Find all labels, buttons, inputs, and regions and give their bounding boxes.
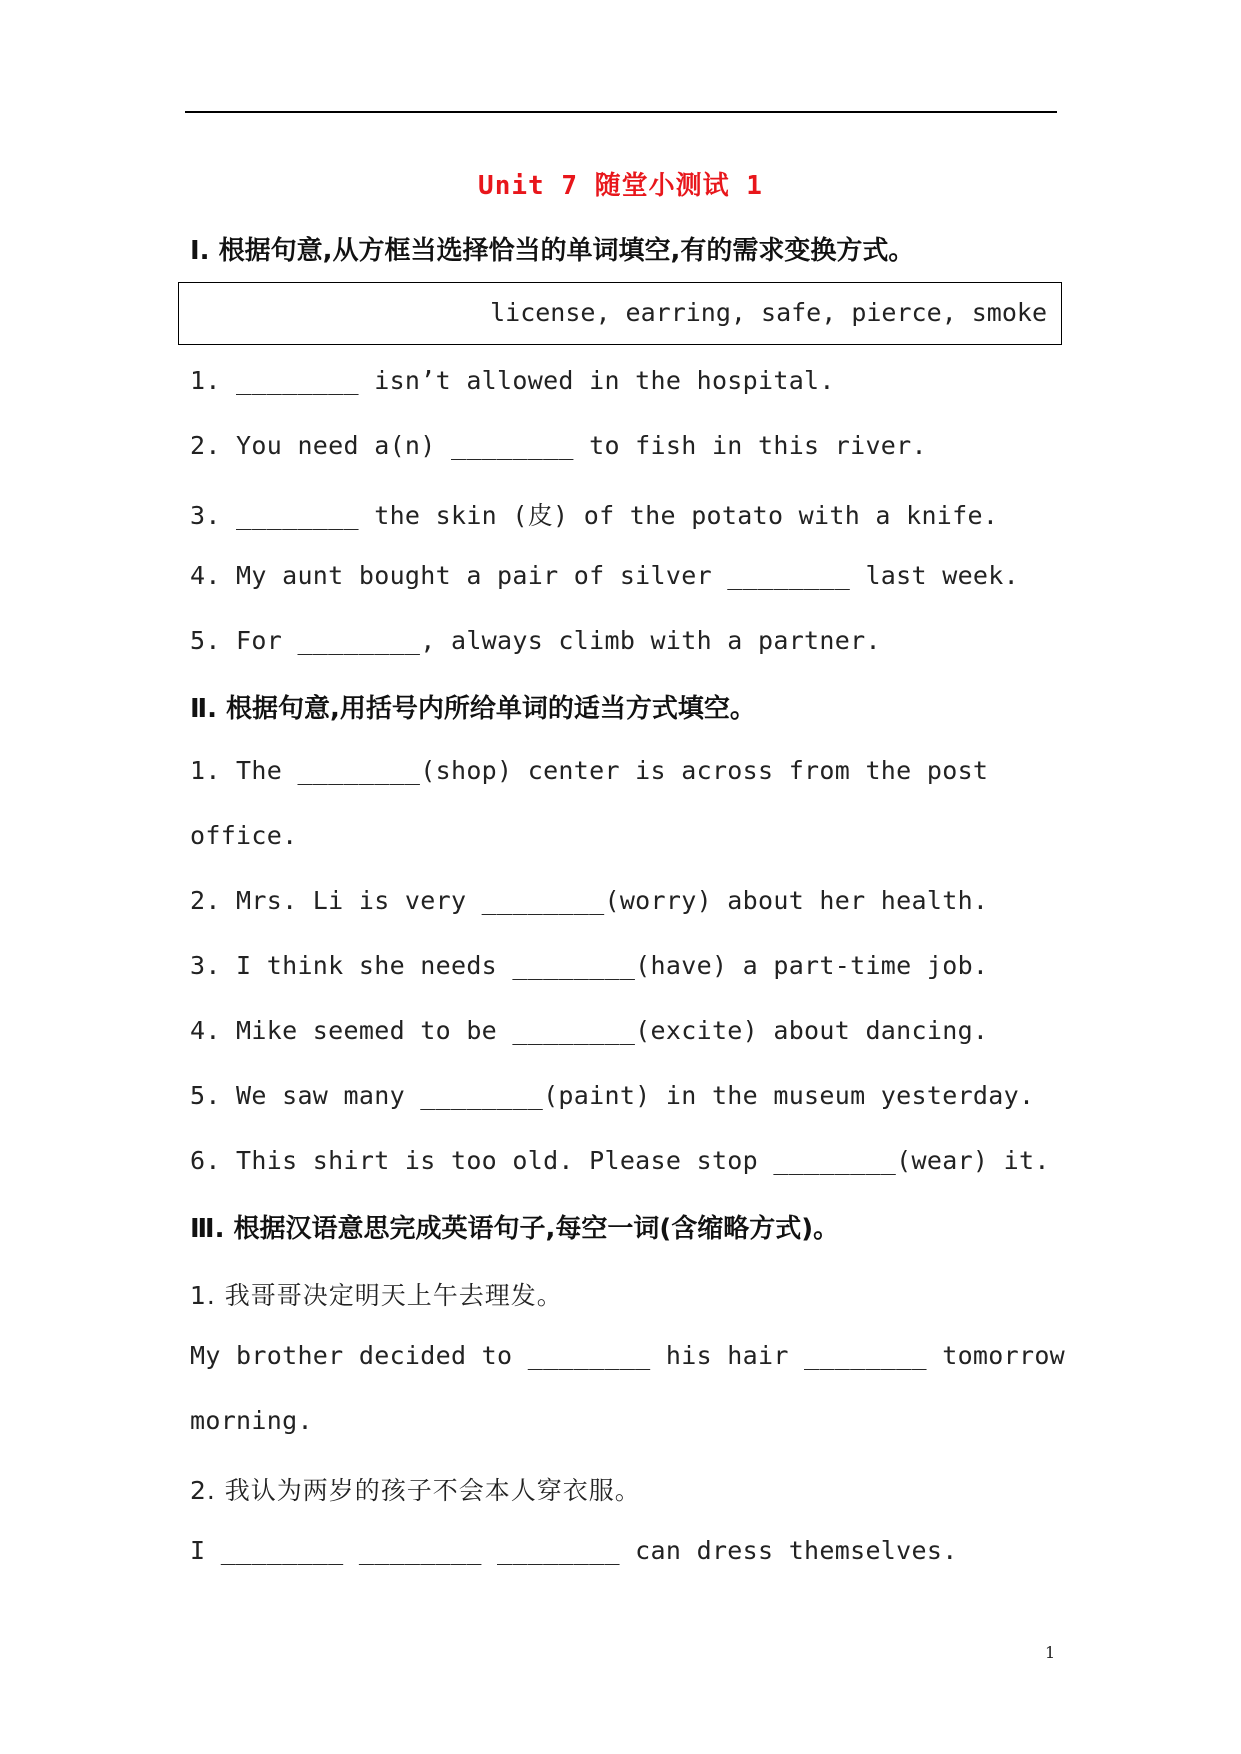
page-title: Unit 7 随堂小测试 1 xyxy=(478,171,763,201)
question-item: 4. Mike seemed to be ________(excite) about dancing. xyxy=(190,1016,989,1045)
question-item: My brother decided to ________ his hair ________ tomorrow xyxy=(190,1341,1066,1370)
question-item-continued: morning. xyxy=(190,1406,313,1435)
question-item: 6. This shirt is too old. Please stop ________(wear) it. xyxy=(190,1146,1050,1175)
question-item: 2. Mrs. Li is very ________(worry) about her health. xyxy=(190,886,989,915)
question-item: 1. The ________(shop) center is across from the post xyxy=(190,756,989,785)
question-item: 2. You need a(n) ________ to fish in this river. xyxy=(190,431,927,460)
page-number: 1 xyxy=(1045,1643,1056,1662)
question-item: 3. I think she needs ________(have) a part-time job. xyxy=(190,951,989,980)
section-2-heading: Ⅱ. 根据句意,用括号内所给单词的适当方式填空。 xyxy=(190,694,756,724)
section-3-heading: Ⅲ. 根据汉语意思完成英语句子,每空一词(含缩略方式)。 xyxy=(190,1214,840,1244)
question-item: 5. We saw many ________(paint) in the museum yesterday. xyxy=(190,1081,1035,1110)
word-box xyxy=(178,282,1062,345)
question-item: 5. For ________, always climb with a partner. xyxy=(190,626,881,655)
section-1-heading: Ⅰ. 根据句意,从方框当选择恰当的单词填空,有的需求变换方式。 xyxy=(190,236,915,266)
question-item: I ________ ________ ________ can dress themselves. xyxy=(190,1536,958,1565)
question-item: 1. ________ isn’t allowed in the hospital. xyxy=(190,366,835,395)
chinese-prompt: 2. 我认为两岁的孩子不会本人穿衣服。 xyxy=(190,1476,641,1505)
header-rule xyxy=(185,111,1057,113)
chinese-prompt: 1. 我哥哥决定明天上午去理发。 xyxy=(190,1281,563,1310)
question-item: 3. ________ the skin (皮) of the potato with a knife. xyxy=(190,501,999,530)
question-item-continued: office. xyxy=(190,821,298,850)
word-box-text: license, earring, safe, pierce, smoke xyxy=(490,298,1047,327)
question-item: 4. My aunt bought a pair of silver ________ last week. xyxy=(190,561,1019,590)
